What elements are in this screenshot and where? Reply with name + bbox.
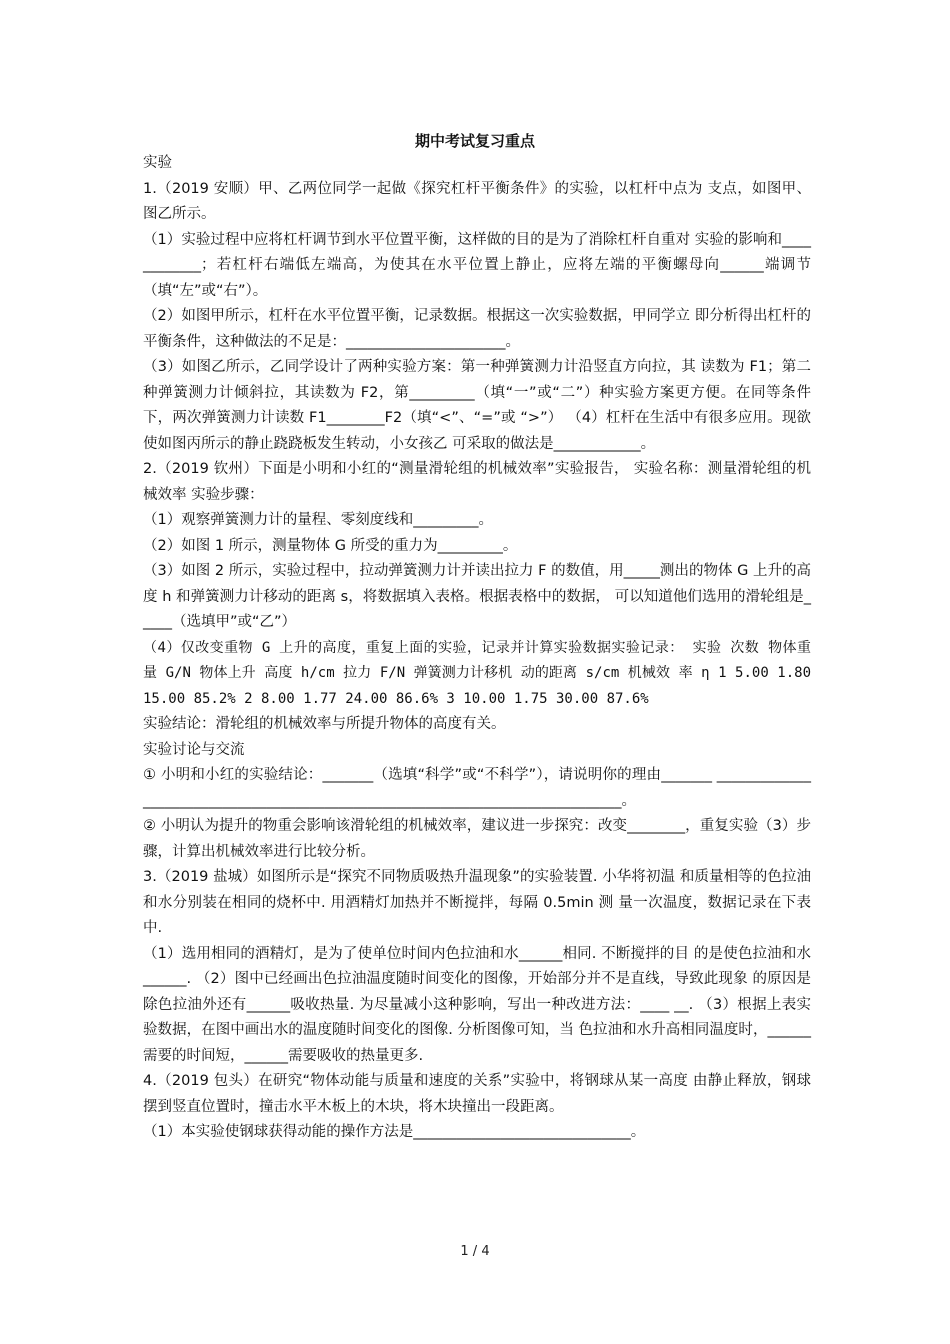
paragraph-q2-2: （2）如图 1 所示，测量物体 G 所受的重力为_________。 [143, 537, 518, 554]
paragraph-q1: 1.（2019 安顺）甲、乙两位同学一起做《探究杠杆平衡条件》的实验，以杠杆中点为 支点，如图甲、图乙所示。 [143, 180, 811, 222]
paragraph-q2-discussion-2: ② 小明认为提升的物重会影响该滑轮组的机械效率，建议进一步探究：改变________，重复实验（3）步骤，计算出机械效率进行比较分析。 [143, 818, 811, 860]
paragraph-q2-conclusion: 实验结论：滑轮组的机械效率与所提升物体的高度有关。 [143, 716, 506, 732]
section-heading: 实验 [143, 155, 172, 171]
paragraph-q2-4-table: （4）仅改变重物 G 上升的高度，重复上面的实验，记录并计算实验数据实验记录： 实验 次数 物体重 量 G/N 物体上升 高度 h/cm 拉力 F/N 弹簧测力计移机 动的距离 s/cm 机械效 率 η 1 5.00 1.80 15.00 85.2% 2 8.00 1.77 24.00 86.6% 3 10.00 1.75 30.00 87.6% [143, 639, 811, 707]
paragraph-q1-1: （1）实验过程中应将杠杆调节到水平位置平衡，这样做的目的是为了消除杠杆自重对 实验的影响和____________；若杠杆右端低左端高，为使其在水平位置上静止，应将左端的平衡螺母向______端调节（填“左”或“右”）。 [143, 231, 811, 299]
paragraph-q1-3: （3）如图乙所示，乙同学设计了两种实验方案：第一种弹簧测力计沿竖直方向拉，其 读数为 F1；第二种弹簧测力计倾斜拉，其读数为 F2，第_________（填“一”或“二”）种实验方案更方便。在同等条件下，两次弹簧测力计读数 F1________F2（填“<”、“=”或 “>”） （4）杠杆在生活中有很多应用。现欲使如图丙所示的静止跷跷板发生转动，小女孩乙 可采取的做法是____________。 [143, 359, 811, 452]
paragraph-q2: 2.（2019 钦州）下面是小明和小红的“测量滑轮组的机械效率”实验报告， 实验名称：测量滑轮组的机械效率 实验步骤： [143, 461, 811, 503]
paragraph-q2-discussion-heading: 实验讨论与交流 [143, 741, 245, 758]
document-body [143, 151, 811, 1146]
paragraph-q2-discussion-1: ① 小明和小红的实验结论：_______（选填“科学”或“不科学”），请说明你的理由_______ _______________________________________________________________________________。 [143, 767, 811, 809]
paragraph-q2-1: （1）观察弹簧测力计的量程、零刻度线和_________。 [143, 512, 493, 528]
paragraph-q4-1: （1）本实验使钢球获得动能的操作方法是______________________________。 [143, 1124, 646, 1140]
paragraph-q4: 4.（2019 包头）在研究“物体动能与质量和速度的关系”实验中，将钢球从某一高度 由静止释放，钢球摆到竖直位置时，撞击水平木板上的木块，将木块撞出一段距离。 [143, 1073, 811, 1115]
page-number: 1 / 4 [460, 1244, 490, 1259]
page-title: 期中考试复习重点 [414, 132, 535, 150]
paragraph-q1-2: （2）如图甲所示，杠杆在水平位置平衡，记录数据。根据这一次实验数据，甲同学立 即分析得出杠杆的平衡条件，这种做法的不足是：______________________。 [143, 308, 811, 350]
paragraph-q3-parts: （1）选用相同的酒精灯，是为了使单位时间内色拉油和水______相同. 不断搅拌的目 的是使色拉油和水______. （2）图中已经画出色拉油温度随时间变化的图像，开始部分并不是直线，导致此现象 的原因是除色拉油外还有______吸收热量. 为尽量减小这种影响，写出一种改进方法：____ __. （3）根据上表实验数据，在图中画出水的温度随时间变化的图像. 分析图像可知，当 色拉油和水升高相同温度时，______需要的时间短，______需要吸收的热量更多. [143, 945, 811, 1064]
paragraph-q2-3: （3）如图 2 所示，实验过程中，拉动弹簧测力计并读出拉力 F 的数值，用_____测出的物体 G 上升的高度 h 和弹簧测力计移动的距离 s，将数据填入表格。根据表格中的数据， 可以知道他们选用的滑轮组是_____（选填甲”或“乙”） [143, 563, 811, 630]
paragraph-q3: 3.（2019 盐城）如图所示是“探究不同物质吸热升温现象”的实验装置. 小华将初温 和质量相等的色拉油和水分别装在相同的烧杯中. 用酒精灯加热并不断搅拌，每隔 0.5min 测 量一次温度，数据记录在下表中. [143, 869, 811, 936]
